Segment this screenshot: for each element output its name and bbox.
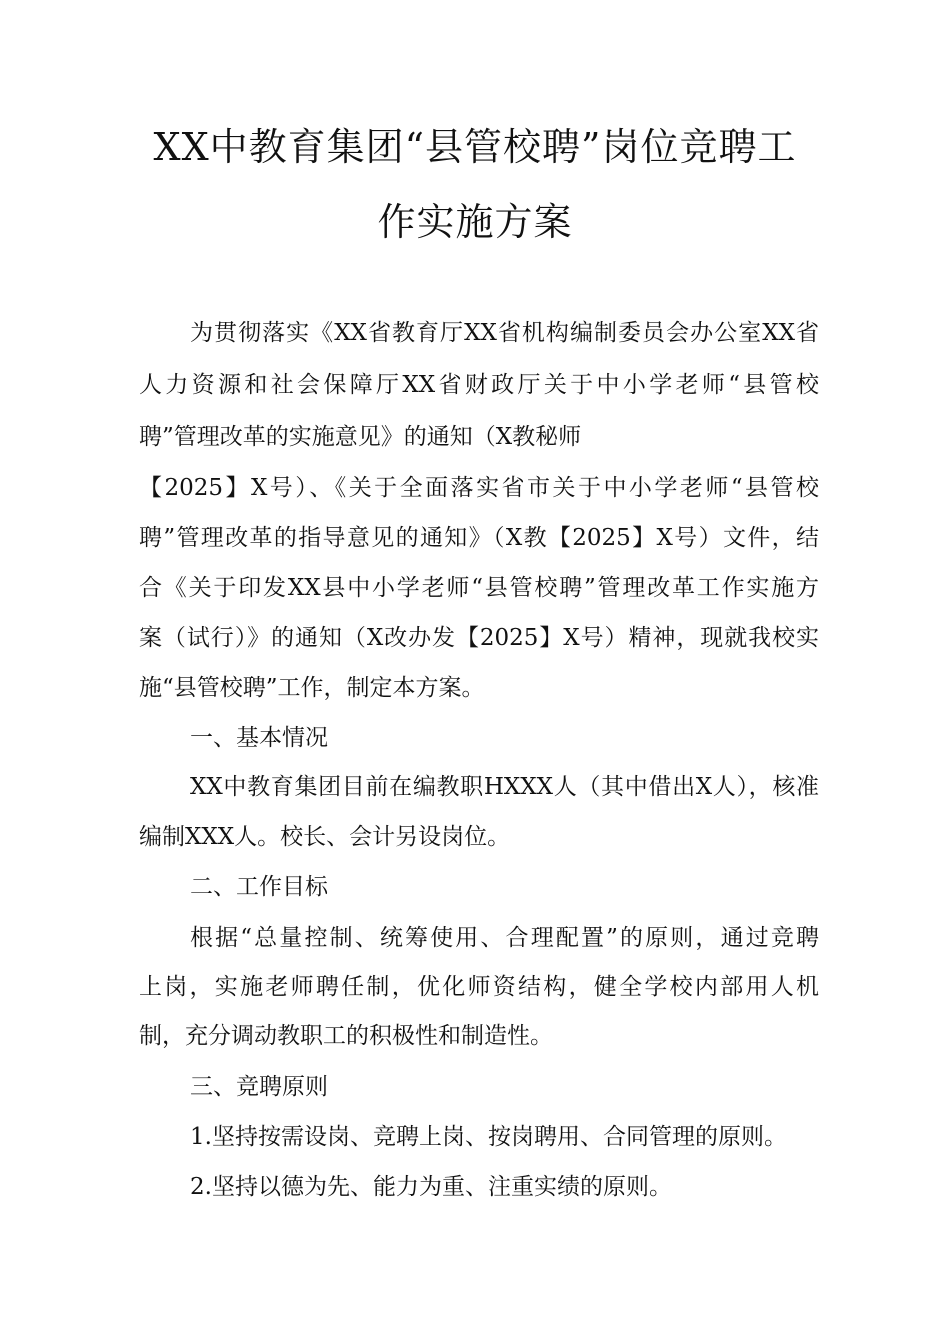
body-line: 人力资源和社会保障厅XX省财政厅关于中小学老师“县管校 (139, 372, 819, 398)
section-heading-principles: 三、竞聘原则 (190, 1074, 328, 1100)
body-line: 聘”管理改革的实施意见》的通知（X教秘师 (139, 424, 582, 450)
body-line: 【2025】X号）、《关于全面落实省市关于中小学老师“县管校 (139, 475, 819, 501)
body-line: 合《关于印发XX县中小学老师“县管校聘”管理改革工作实施方 (139, 575, 819, 601)
body-line: 制，充分调动教职工的积极性和制造性。 (139, 1023, 553, 1049)
body-line: 根据“总量控制、统筹使用、合理配置”的原则，通过竞聘 (190, 925, 819, 951)
body-line: 案（试行）》的通知（X改办发【2025】X号）精神，现就我校实 (139, 625, 819, 651)
body-line: 聘”管理改革的指导意见的通知》（X教【2025】X号）文件，结 (139, 525, 819, 551)
list-item: 1.坚持按需设岗、竞聘上岗、按岗聘用、合同管理的原则。 (190, 1124, 787, 1150)
body-line: XX中教育集团目前在编教职HXXX人（其中借出X人），核准 (190, 774, 819, 800)
body-line: 施“县管校聘”工作，制定本方案。 (139, 675, 485, 701)
document-title-line-2: 作实施方案 (377, 200, 573, 244)
body-line: 编制XXX人。校长、会计另设岗位。 (139, 824, 511, 850)
body-line: 上岗，实施老师聘任制，优化师资结构，健全学校内部用人机 (139, 974, 819, 1000)
body-line: 为贯彻落实《XX省教育厅XX省机构编制委员会办公室XX省 (190, 320, 819, 346)
list-item: 2.坚持以德为先、能力为重、注重实绩的原则。 (190, 1174, 672, 1200)
section-heading-work-goals: 二、工作目标 (190, 874, 328, 900)
document-title-line-1: XX中教育集团“县管校聘”岗位竞聘工 (153, 125, 797, 169)
section-heading-basic-situation: 一、基本情况 (190, 725, 328, 751)
